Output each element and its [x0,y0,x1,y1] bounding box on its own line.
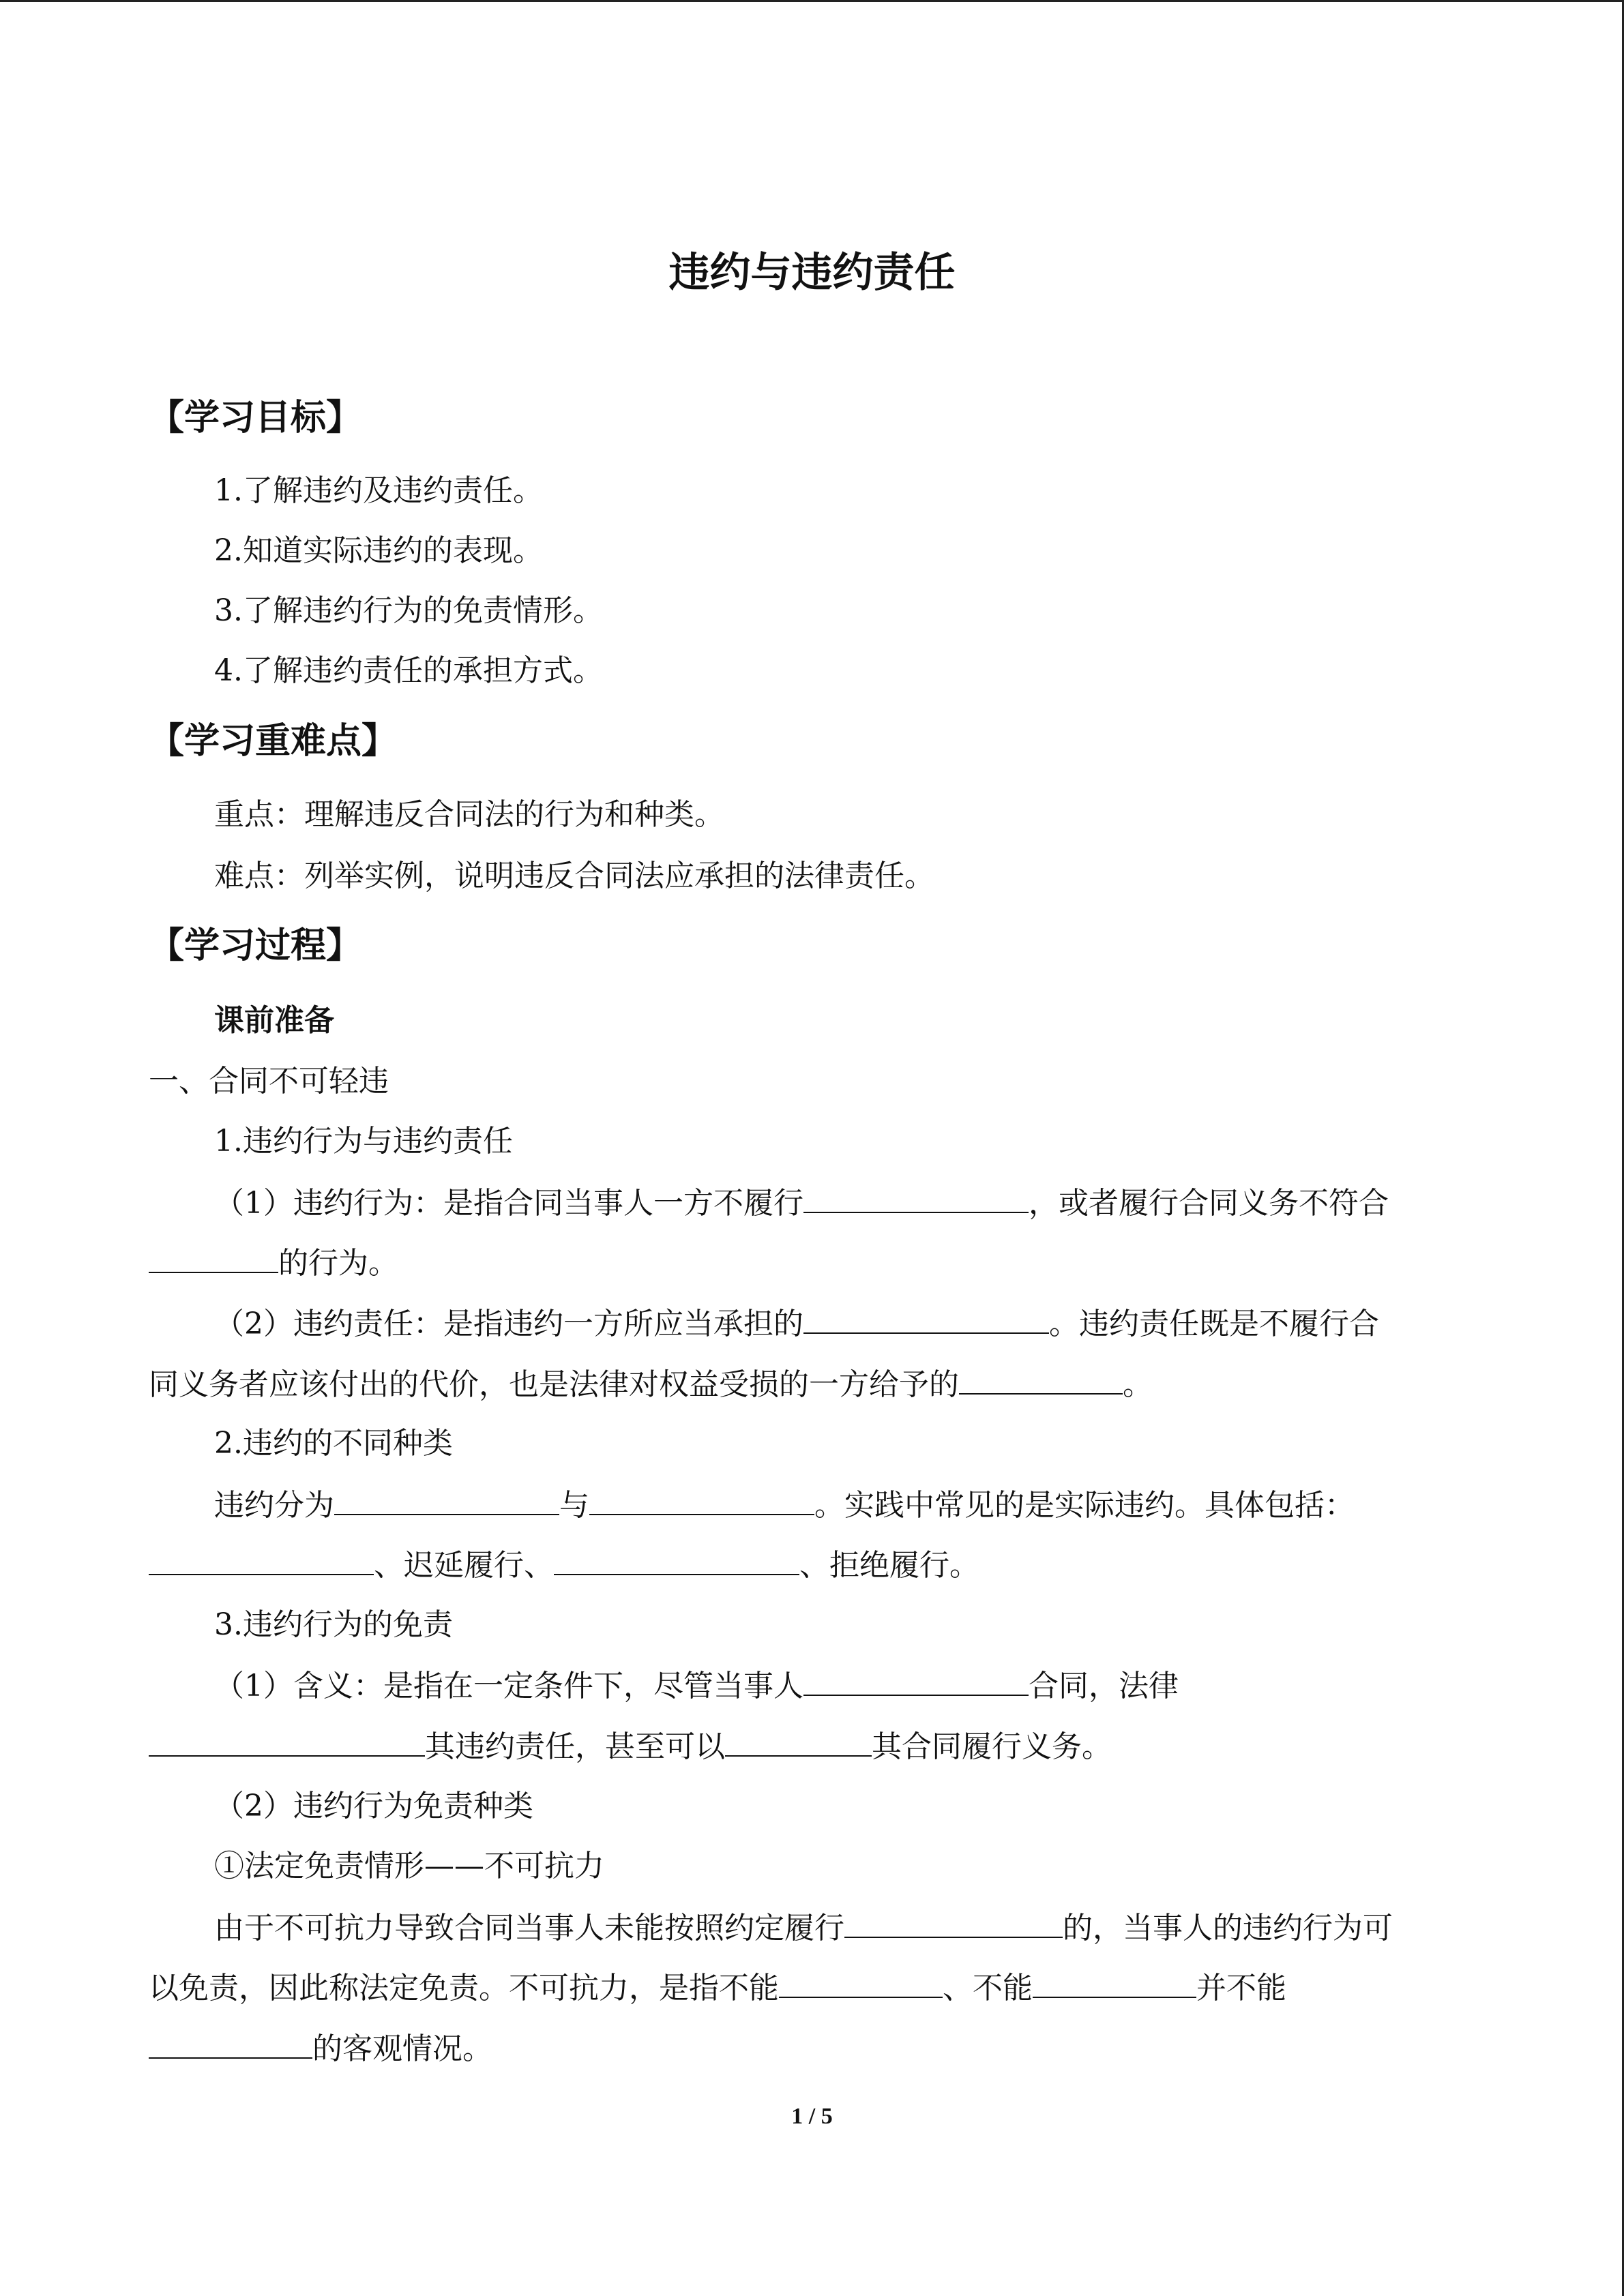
text-run: ，或者履行合同义务不符合 [1029,1186,1389,1221]
text-run: 并不能 [1196,1971,1286,2006]
paragraph-line [214,1484,1355,1526]
paragraph-line [149,1242,398,1284]
text-run: 同义务者应该付出的代价，也是法律对权益受损的一方给予的 [149,1367,959,1402]
item-subheading: （2）违约行为免责种类 [214,1789,533,1823]
part-heading: 一、合同不可轻违 [149,1064,389,1099]
text-run: 、拒绝履行。 [799,1548,979,1583]
text-run: （2）违约责任：是指违约一方所应当承担的 [214,1307,803,1341]
page-title: 违约与违约责任 [668,249,956,297]
fill-blank[interactable] [1033,1967,1196,1998]
paragraph-line [149,1725,1112,1768]
text-run: 其违约责任，甚至可以 [425,1729,725,1764]
section-process: 【学习过程】 [149,925,362,966]
text-run: 的行为。 [278,1246,398,1281]
section-goals: 【学习目标】 [149,398,362,438]
fill-blank[interactable] [803,1302,1049,1334]
goal-item: 1.了解违约及违约责任。 [214,473,543,508]
page-border-top [0,0,1624,2]
paragraph-line [149,1967,1286,2009]
fill-blank[interactable] [725,1725,872,1757]
section-key-points: 【学习重难点】 [149,721,398,762]
text-run: 的，当事人的违约行为可 [1063,1911,1393,1945]
item-heading: 1.违约行为与违约责任 [214,1124,513,1159]
text-run: 、迟延履行、 [374,1548,554,1583]
paragraph-line [149,1544,979,1586]
fill-blank[interactable] [554,1544,799,1575]
text-run: 。实践中常见的是实际违约。具体包括： [814,1488,1355,1523]
text-run: 由于不可抗力导致合同当事人未能按照约定履行 [214,1911,844,1945]
paragraph-line [214,1665,1179,1707]
item-heading: 2.违约的不同种类 [214,1426,453,1461]
goal-item: 2.知道实际违约的表现。 [214,533,543,568]
paragraph-line [214,1302,1379,1345]
text-run: 的客观情况。 [312,2031,492,2066]
text-run: 。违约责任既是不履行合 [1049,1307,1379,1341]
paragraph-line [149,1363,1153,1405]
fill-blank[interactable] [149,1242,278,1273]
goal-item: 3.了解违约行为的免责情形。 [214,593,603,628]
fill-blank[interactable] [149,1725,425,1757]
text-run: 与 [559,1488,589,1523]
difficulty-point: 难点：列举实例，说明违反合同法应承担的法律责任。 [214,859,934,893]
paragraph-line [214,1182,1389,1224]
fill-blank[interactable] [803,1182,1029,1213]
fill-blank[interactable] [959,1363,1123,1395]
fill-blank[interactable] [844,1907,1063,1938]
fill-blank[interactable] [149,1544,374,1575]
paragraph-line [214,1907,1393,1949]
fill-blank[interactable] [334,1484,559,1515]
text-run: 合同，法律 [1029,1669,1179,1703]
item-heading: 3.违约行为的免责 [214,1607,453,1642]
text-run: 其合同履行义务。 [872,1729,1112,1764]
goal-item: 4.了解违约责任的承担方式。 [214,653,603,688]
focus-point: 重点：理解违反合同法的行为和种类。 [214,797,724,832]
fill-blank[interactable] [803,1665,1029,1696]
fill-blank[interactable] [149,2027,312,2059]
text-run: 以免责，因此称法定免责。不可抗力，是指不能 [149,1971,779,2006]
text-run: 违约分为 [214,1488,334,1523]
item-subheading: ①法定免责情形——不可抗力 [214,1849,604,1883]
page-number: 1 / 5 [791,2104,833,2129]
text-run: 、不能 [943,1971,1033,2006]
text-run: （1）违约行为：是指合同当事人一方不履行 [214,1186,803,1221]
fill-blank[interactable] [589,1484,814,1515]
fill-blank[interactable] [779,1967,943,1998]
paragraph-line [149,2027,492,2070]
text-run: 。 [1123,1367,1153,1402]
text-run: （1）含义：是指在一定条件下，尽管当事人 [214,1669,803,1703]
prep-heading: 课前准备 [214,1003,334,1038]
